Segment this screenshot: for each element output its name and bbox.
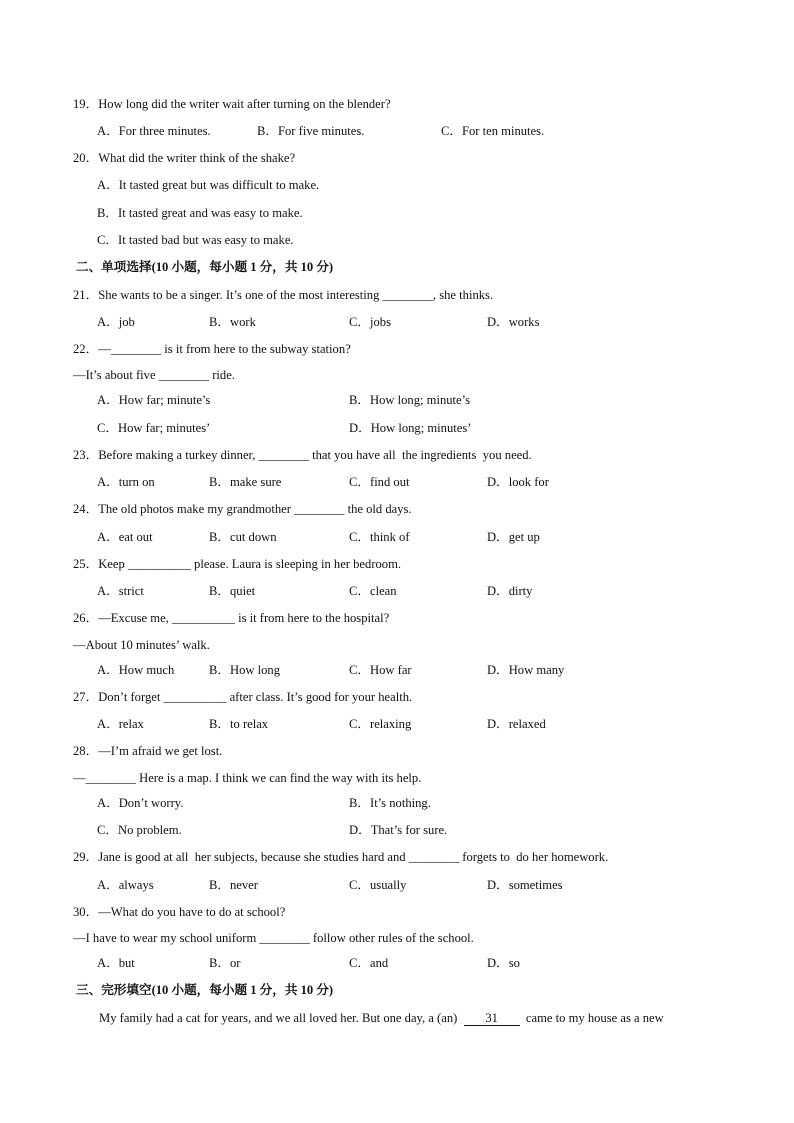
- question-29-stem: 29．Jane is good at all her subjects, because she studies hard and ________ forgets to do her homework.: [73, 850, 609, 864]
- q25-option-b: B．quiet: [209, 584, 256, 598]
- q22-option-d: D．How long; minutes’: [349, 421, 472, 435]
- passage-text-after: came to my house as a new: [519, 1011, 664, 1025]
- q21-option-c: C．jobs: [349, 315, 391, 329]
- question-19-stem: 19．How long did the writer wait after turning on the blender?: [73, 97, 391, 111]
- question-27-stem: 27．Don’t forget __________ after class. It’s good for your health.: [73, 690, 413, 704]
- q23-option-c: C．find out: [349, 475, 410, 489]
- q26-option-a: A．How much: [97, 663, 175, 677]
- section-2-heading: 二、单项选择(10 小题，每小题 1 分，共 10 分): [76, 260, 334, 274]
- q28-option-a: A．Don’t worry.: [97, 796, 184, 810]
- q27-option-a: A．relax: [97, 717, 144, 731]
- q20-option-b: B．It tasted great and was easy to make.: [97, 206, 303, 220]
- q24-option-c: C．think of: [349, 530, 410, 544]
- q26-option-d: D．How many: [487, 663, 565, 677]
- q29-option-d: D．sometimes: [487, 878, 563, 892]
- question-30-reply: —I have to wear my school uniform ________ follow other rules of the school.: [73, 931, 474, 945]
- blank-31: [464, 1011, 520, 1026]
- cloze-passage-line: [99, 1010, 664, 1026]
- q29-option-a: A．always: [97, 878, 154, 892]
- q27-option-c: C．relaxing: [349, 717, 412, 731]
- q27-option-d: D．relaxed: [487, 717, 546, 731]
- question-23-stem: 23．Before making a turkey dinner, ________ that you have all the ingredients you need.: [73, 448, 532, 462]
- question-30-stem: 30．—What do you have to do at school?: [73, 905, 286, 919]
- q25-option-a: A．strict: [97, 584, 144, 598]
- q30-option-a: A．but: [97, 956, 135, 970]
- q21-option-b: B．work: [209, 315, 256, 329]
- passage-text-before: My family had a cat for years, and we all loved her. But one day, a (an): [99, 1011, 464, 1025]
- question-20-stem: 20．What did the writer think of the shake?: [73, 151, 296, 165]
- q28-option-c: C．No problem.: [97, 823, 182, 837]
- q22-option-a: A．How far; minute’s: [97, 393, 211, 407]
- q27-option-b: B．to relax: [209, 717, 269, 731]
- q23-option-b: B．make sure: [209, 475, 282, 489]
- question-28-reply: —________ Here is a map. I think we can find the way with its help.: [73, 771, 422, 785]
- q20-option-a: A．It tasted great but was difficult to make.: [97, 178, 320, 192]
- q29-option-b: B．never: [209, 878, 258, 892]
- q21-option-d: D．works: [487, 315, 540, 329]
- question-28-stem: 28．—I’m afraid we get lost.: [73, 744, 223, 758]
- q24-option-a: A．eat out: [97, 530, 153, 544]
- blank-31-number: 31: [485, 1011, 498, 1025]
- q22-option-c: C．How far; minutes’: [97, 421, 211, 435]
- q23-option-d: D．look for: [487, 475, 549, 489]
- q20-option-c: C．It tasted bad but was easy to make.: [97, 233, 294, 247]
- section-3-heading: 三、完形填空(10 小题，每小题 1 分，共 10 分): [76, 983, 334, 997]
- q30-option-d: D．so: [487, 956, 520, 970]
- q28-option-b: B．It’s nothing.: [349, 796, 431, 810]
- question-24-stem: 24．The old photos make my grandmother ________ the old days.: [73, 502, 412, 516]
- q19-option-b: B．For five minutes.: [257, 124, 365, 138]
- q21-option-a: A．job: [97, 315, 135, 329]
- q30-option-b: B．or: [209, 956, 241, 970]
- q26-option-b: B．How long: [209, 663, 281, 677]
- question-21-stem: 21．She wants to be a singer. It’s one of the most interesting ________, she thinks.: [73, 288, 494, 302]
- q24-option-d: D．get up: [487, 530, 540, 544]
- q25-option-d: D．dirty: [487, 584, 533, 598]
- q28-option-d: D．That’s for sure.: [349, 823, 448, 837]
- q24-option-b: B．cut down: [209, 530, 277, 544]
- question-26-stem: 26．—Excuse me, __________ is it from here to the hospital?: [73, 611, 390, 625]
- q23-option-a: A．turn on: [97, 475, 155, 489]
- q26-option-c: C．How far: [349, 663, 412, 677]
- q19-option-a: A．For three minutes.: [97, 124, 211, 138]
- question-26-reply: —About 10 minutes’ walk.: [73, 638, 210, 652]
- q30-option-c: C．and: [349, 956, 389, 970]
- question-25-stem: 25．Keep __________ please. Laura is sleeping in her bedroom.: [73, 557, 402, 571]
- q25-option-c: C．clean: [349, 584, 397, 598]
- q19-option-c: C．For ten minutes.: [441, 124, 545, 138]
- q29-option-c: C．usually: [349, 878, 407, 892]
- q22-option-b: B．How long; minute’s: [349, 393, 471, 407]
- question-22-reply: —It’s about five ________ ride.: [73, 368, 235, 382]
- question-22-stem: 22．—________ is it from here to the subway station?: [73, 342, 351, 356]
